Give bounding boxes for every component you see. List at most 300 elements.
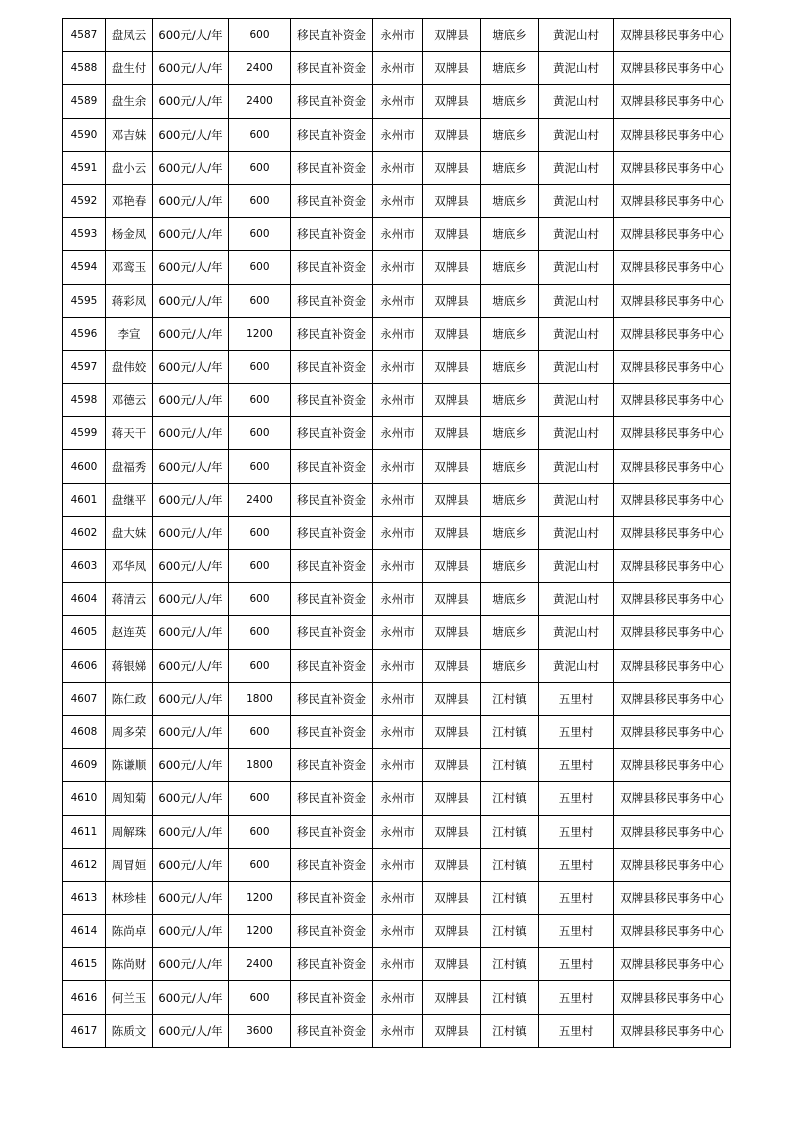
issuing-unit-cell: 双牌县移民事务中心	[614, 649, 731, 682]
table-row	[63, 52, 731, 85]
subsidy-standard-cell: 600元/人/年	[153, 450, 229, 483]
subsidy-amount-cell: 600	[229, 184, 291, 217]
subsidy-standard-cell: 600元/人/年	[153, 218, 229, 251]
recipient-name-cell: 蒋彩凤	[106, 284, 153, 317]
table-row	[63, 151, 731, 184]
county-cell: 双牌县	[423, 881, 481, 914]
fund-type-cell: 移民直补资金	[291, 184, 373, 217]
fund-type-cell: 移民直补资金	[291, 881, 373, 914]
row-number-cell: 4587	[63, 19, 106, 52]
table-row	[63, 616, 731, 649]
village-cell: 五里村	[539, 715, 614, 748]
city-cell: 永州市	[373, 483, 423, 516]
row-number-cell: 4609	[63, 749, 106, 782]
city-cell: 永州市	[373, 516, 423, 549]
fund-type-cell: 移民直补资金	[291, 782, 373, 815]
subsidy-table	[62, 18, 731, 1048]
issuing-unit-cell: 双牌县移民事务中心	[614, 749, 731, 782]
row-number-cell: 4605	[63, 616, 106, 649]
subsidy-amount-cell: 600	[229, 350, 291, 383]
fund-type-cell: 移民直补资金	[291, 483, 373, 516]
issuing-unit-cell: 双牌县移民事务中心	[614, 583, 731, 616]
town-cell: 塘底乡	[481, 151, 539, 184]
issuing-unit-cell: 双牌县移民事务中心	[614, 350, 731, 383]
city-cell: 永州市	[373, 85, 423, 118]
village-cell: 黄泥山村	[539, 384, 614, 417]
village-cell: 黄泥山村	[539, 284, 614, 317]
village-cell: 黄泥山村	[539, 616, 614, 649]
subsidy-standard-cell: 600元/人/年	[153, 85, 229, 118]
county-cell: 双牌县	[423, 184, 481, 217]
issuing-unit-cell: 双牌县移民事务中心	[614, 483, 731, 516]
town-cell: 江村镇	[481, 948, 539, 981]
village-cell: 黄泥山村	[539, 19, 614, 52]
county-cell: 双牌县	[423, 715, 481, 748]
village-cell: 五里村	[539, 815, 614, 848]
subsidy-amount-cell: 600	[229, 848, 291, 881]
town-cell: 塘底乡	[481, 184, 539, 217]
issuing-unit-cell: 双牌县移民事务中心	[614, 682, 731, 715]
subsidy-amount-cell: 600	[229, 516, 291, 549]
village-cell: 黄泥山村	[539, 118, 614, 151]
city-cell: 永州市	[373, 284, 423, 317]
town-cell: 塘底乡	[481, 483, 539, 516]
city-cell: 永州市	[373, 583, 423, 616]
table-row	[63, 118, 731, 151]
county-cell: 双牌县	[423, 749, 481, 782]
issuing-unit-cell: 双牌县移民事务中心	[614, 616, 731, 649]
city-cell: 永州市	[373, 317, 423, 350]
table-row	[63, 218, 731, 251]
subsidy-standard-cell: 600元/人/年	[153, 583, 229, 616]
village-cell: 五里村	[539, 881, 614, 914]
town-cell: 塘底乡	[481, 550, 539, 583]
county-cell: 双牌县	[423, 251, 481, 284]
county-cell: 双牌县	[423, 782, 481, 815]
village-cell: 黄泥山村	[539, 350, 614, 383]
town-cell: 塘底乡	[481, 417, 539, 450]
recipient-name-cell: 盘凤云	[106, 19, 153, 52]
recipient-name-cell: 陈仁政	[106, 682, 153, 715]
table-row	[63, 583, 731, 616]
subsidy-standard-cell: 600元/人/年	[153, 981, 229, 1014]
subsidy-standard-cell: 600元/人/年	[153, 251, 229, 284]
recipient-name-cell: 赵连英	[106, 616, 153, 649]
row-number-cell: 4608	[63, 715, 106, 748]
recipient-name-cell: 周知菊	[106, 782, 153, 815]
row-number-cell: 4615	[63, 948, 106, 981]
town-cell: 江村镇	[481, 815, 539, 848]
subsidy-amount-cell: 2400	[229, 52, 291, 85]
subsidy-standard-cell: 600元/人/年	[153, 682, 229, 715]
recipient-name-cell: 盘生付	[106, 52, 153, 85]
city-cell: 永州市	[373, 616, 423, 649]
village-cell: 五里村	[539, 848, 614, 881]
fund-type-cell: 移民直补资金	[291, 151, 373, 184]
town-cell: 塘底乡	[481, 450, 539, 483]
city-cell: 永州市	[373, 815, 423, 848]
row-number-cell: 4614	[63, 915, 106, 948]
table-row	[63, 782, 731, 815]
county-cell: 双牌县	[423, 317, 481, 350]
subsidy-standard-cell: 600元/人/年	[153, 616, 229, 649]
fund-type-cell: 移民直补资金	[291, 981, 373, 1014]
recipient-name-cell: 蒋清云	[106, 583, 153, 616]
town-cell: 江村镇	[481, 848, 539, 881]
row-number-cell: 4603	[63, 550, 106, 583]
issuing-unit-cell: 双牌县移民事务中心	[614, 848, 731, 881]
row-number-cell: 4598	[63, 384, 106, 417]
subsidy-standard-cell: 600元/人/年	[153, 915, 229, 948]
table-row	[63, 815, 731, 848]
subsidy-standard-cell: 600元/人/年	[153, 19, 229, 52]
town-cell: 塘底乡	[481, 350, 539, 383]
subsidy-standard-cell: 600元/人/年	[153, 384, 229, 417]
fund-type-cell: 移民直补资金	[291, 218, 373, 251]
county-cell: 双牌县	[423, 19, 481, 52]
subsidy-amount-cell: 2400	[229, 948, 291, 981]
subsidy-standard-cell: 600元/人/年	[153, 715, 229, 748]
city-cell: 永州市	[373, 649, 423, 682]
recipient-name-cell: 蒋银娣	[106, 649, 153, 682]
village-cell: 黄泥山村	[539, 184, 614, 217]
table-row	[63, 19, 731, 52]
village-cell: 五里村	[539, 915, 614, 948]
row-number-cell: 4592	[63, 184, 106, 217]
recipient-name-cell: 陈尚卓	[106, 915, 153, 948]
row-number-cell: 4597	[63, 350, 106, 383]
issuing-unit-cell: 双牌县移民事务中心	[614, 85, 731, 118]
fund-type-cell: 移民直补资金	[291, 715, 373, 748]
recipient-name-cell: 何兰玉	[106, 981, 153, 1014]
subsidy-amount-cell: 600	[229, 284, 291, 317]
town-cell: 塘底乡	[481, 251, 539, 284]
city-cell: 永州市	[373, 682, 423, 715]
issuing-unit-cell: 双牌县移民事务中心	[614, 417, 731, 450]
row-number-cell: 4616	[63, 981, 106, 1014]
recipient-name-cell: 盘生余	[106, 85, 153, 118]
subsidy-amount-cell: 600	[229, 550, 291, 583]
subsidy-standard-cell: 600元/人/年	[153, 118, 229, 151]
village-cell: 黄泥山村	[539, 550, 614, 583]
fund-type-cell: 移民直补资金	[291, 616, 373, 649]
issuing-unit-cell: 双牌县移民事务中心	[614, 815, 731, 848]
subsidy-standard-cell: 600元/人/年	[153, 417, 229, 450]
town-cell: 江村镇	[481, 749, 539, 782]
subsidy-amount-cell: 600	[229, 815, 291, 848]
recipient-name-cell: 邓吉妹	[106, 118, 153, 151]
city-cell: 永州市	[373, 715, 423, 748]
table-row	[63, 317, 731, 350]
subsidy-standard-cell: 600元/人/年	[153, 782, 229, 815]
subsidy-amount-cell: 600	[229, 583, 291, 616]
table-row	[63, 284, 731, 317]
town-cell: 塘底乡	[481, 19, 539, 52]
village-cell: 五里村	[539, 1014, 614, 1047]
subsidy-standard-cell: 600元/人/年	[153, 550, 229, 583]
issuing-unit-cell: 双牌县移民事务中心	[614, 151, 731, 184]
village-cell: 五里村	[539, 948, 614, 981]
county-cell: 双牌县	[423, 848, 481, 881]
city-cell: 永州市	[373, 450, 423, 483]
table-row	[63, 682, 731, 715]
table-row	[63, 417, 731, 450]
recipient-name-cell: 盘继平	[106, 483, 153, 516]
table-row	[63, 848, 731, 881]
issuing-unit-cell: 双牌县移民事务中心	[614, 881, 731, 914]
row-number-cell: 4601	[63, 483, 106, 516]
table-row	[63, 715, 731, 748]
county-cell: 双牌县	[423, 450, 481, 483]
subsidy-amount-cell: 1800	[229, 682, 291, 715]
city-cell: 永州市	[373, 981, 423, 1014]
town-cell: 塘底乡	[481, 649, 539, 682]
subsidy-amount-cell: 600	[229, 715, 291, 748]
row-number-cell: 4590	[63, 118, 106, 151]
subsidy-amount-cell: 600	[229, 649, 291, 682]
issuing-unit-cell: 双牌县移民事务中心	[614, 450, 731, 483]
town-cell: 塘底乡	[481, 118, 539, 151]
village-cell: 五里村	[539, 749, 614, 782]
table-row	[63, 749, 731, 782]
subsidy-amount-cell: 600	[229, 616, 291, 649]
recipient-name-cell: 盘福秀	[106, 450, 153, 483]
subsidy-standard-cell: 600元/人/年	[153, 649, 229, 682]
village-cell: 黄泥山村	[539, 583, 614, 616]
row-number-cell: 4589	[63, 85, 106, 118]
county-cell: 双牌县	[423, 151, 481, 184]
county-cell: 双牌县	[423, 417, 481, 450]
county-cell: 双牌县	[423, 516, 481, 549]
county-cell: 双牌县	[423, 284, 481, 317]
issuing-unit-cell: 双牌县移民事务中心	[614, 19, 731, 52]
recipient-name-cell: 林珍桂	[106, 881, 153, 914]
issuing-unit-cell: 双牌县移民事务中心	[614, 184, 731, 217]
city-cell: 永州市	[373, 948, 423, 981]
recipient-name-cell: 陈质文	[106, 1014, 153, 1047]
row-number-cell: 4596	[63, 317, 106, 350]
fund-type-cell: 移民直补资金	[291, 350, 373, 383]
subsidy-standard-cell: 600元/人/年	[153, 749, 229, 782]
table-row	[63, 649, 731, 682]
recipient-name-cell: 陈谦顺	[106, 749, 153, 782]
city-cell: 永州市	[373, 118, 423, 151]
city-cell: 永州市	[373, 749, 423, 782]
table-row	[63, 384, 731, 417]
city-cell: 永州市	[373, 782, 423, 815]
recipient-name-cell: 邓艳春	[106, 184, 153, 217]
subsidy-amount-cell: 600	[229, 118, 291, 151]
subsidy-amount-cell: 600	[229, 450, 291, 483]
subsidy-amount-cell: 3600	[229, 1014, 291, 1047]
table-row	[63, 251, 731, 284]
village-cell: 五里村	[539, 782, 614, 815]
subsidy-standard-cell: 600元/人/年	[153, 483, 229, 516]
town-cell: 江村镇	[481, 782, 539, 815]
subsidy-standard-cell: 600元/人/年	[153, 1014, 229, 1047]
city-cell: 永州市	[373, 251, 423, 284]
table-row	[63, 350, 731, 383]
subsidy-amount-cell: 2400	[229, 483, 291, 516]
subsidy-standard-cell: 600元/人/年	[153, 350, 229, 383]
row-number-cell: 4600	[63, 450, 106, 483]
row-number-cell: 4602	[63, 516, 106, 549]
recipient-name-cell: 陈尚财	[106, 948, 153, 981]
fund-type-cell: 移民直补资金	[291, 284, 373, 317]
fund-type-cell: 移民直补资金	[291, 1014, 373, 1047]
recipient-name-cell: 周多荣	[106, 715, 153, 748]
subsidy-amount-cell: 600	[229, 19, 291, 52]
town-cell: 江村镇	[481, 981, 539, 1014]
fund-type-cell: 移民直补资金	[291, 19, 373, 52]
city-cell: 永州市	[373, 848, 423, 881]
village-cell: 黄泥山村	[539, 151, 614, 184]
town-cell: 塘底乡	[481, 85, 539, 118]
issuing-unit-cell: 双牌县移民事务中心	[614, 1014, 731, 1047]
village-cell: 黄泥山村	[539, 417, 614, 450]
town-cell: 江村镇	[481, 915, 539, 948]
fund-type-cell: 移民直补资金	[291, 516, 373, 549]
county-cell: 双牌县	[423, 85, 481, 118]
row-number-cell: 4610	[63, 782, 106, 815]
recipient-name-cell: 邓鸾玉	[106, 251, 153, 284]
recipient-name-cell: 蒋天干	[106, 417, 153, 450]
issuing-unit-cell: 双牌县移民事务中心	[614, 981, 731, 1014]
city-cell: 永州市	[373, 1014, 423, 1047]
recipient-name-cell: 邓德云	[106, 384, 153, 417]
village-cell: 黄泥山村	[539, 218, 614, 251]
issuing-unit-cell: 双牌县移民事务中心	[614, 384, 731, 417]
city-cell: 永州市	[373, 417, 423, 450]
table-row	[63, 184, 731, 217]
city-cell: 永州市	[373, 218, 423, 251]
subsidy-amount-cell: 1800	[229, 749, 291, 782]
village-cell: 五里村	[539, 682, 614, 715]
row-number-cell: 4588	[63, 52, 106, 85]
subsidy-amount-cell: 1200	[229, 915, 291, 948]
table-row	[63, 550, 731, 583]
issuing-unit-cell: 双牌县移民事务中心	[614, 52, 731, 85]
issuing-unit-cell: 双牌县移民事务中心	[614, 550, 731, 583]
issuing-unit-cell: 双牌县移民事务中心	[614, 715, 731, 748]
county-cell: 双牌县	[423, 350, 481, 383]
table-row	[63, 915, 731, 948]
subsidy-amount-cell: 1200	[229, 317, 291, 350]
issuing-unit-cell: 双牌县移民事务中心	[614, 284, 731, 317]
subsidy-standard-cell: 600元/人/年	[153, 516, 229, 549]
fund-type-cell: 移民直补资金	[291, 52, 373, 85]
table-row	[63, 516, 731, 549]
town-cell: 江村镇	[481, 715, 539, 748]
county-cell: 双牌县	[423, 550, 481, 583]
town-cell: 塘底乡	[481, 616, 539, 649]
table-row	[63, 981, 731, 1014]
table-row	[63, 483, 731, 516]
town-cell: 江村镇	[481, 682, 539, 715]
city-cell: 永州市	[373, 151, 423, 184]
town-cell: 塘底乡	[481, 384, 539, 417]
subsidy-amount-cell: 600	[229, 151, 291, 184]
table-row	[63, 948, 731, 981]
city-cell: 永州市	[373, 881, 423, 914]
fund-type-cell: 移民直补资金	[291, 118, 373, 151]
county-cell: 双牌县	[423, 981, 481, 1014]
subsidy-standard-cell: 600元/人/年	[153, 881, 229, 914]
recipient-name-cell: 周冒姮	[106, 848, 153, 881]
subsidy-amount-cell: 600	[229, 251, 291, 284]
village-cell: 黄泥山村	[539, 649, 614, 682]
town-cell: 塘底乡	[481, 218, 539, 251]
row-number-cell: 4607	[63, 682, 106, 715]
issuing-unit-cell: 双牌县移民事务中心	[614, 516, 731, 549]
town-cell: 塘底乡	[481, 317, 539, 350]
village-cell: 黄泥山村	[539, 317, 614, 350]
recipient-name-cell: 周解珠	[106, 815, 153, 848]
city-cell: 永州市	[373, 550, 423, 583]
row-number-cell: 4593	[63, 218, 106, 251]
county-cell: 双牌县	[423, 948, 481, 981]
fund-type-cell: 移民直补资金	[291, 550, 373, 583]
row-number-cell: 4594	[63, 251, 106, 284]
county-cell: 双牌县	[423, 118, 481, 151]
fund-type-cell: 移民直补资金	[291, 85, 373, 118]
recipient-name-cell: 邓华凤	[106, 550, 153, 583]
county-cell: 双牌县	[423, 483, 481, 516]
subsidy-standard-cell: 600元/人/年	[153, 317, 229, 350]
fund-type-cell: 移民直补资金	[291, 450, 373, 483]
village-cell: 黄泥山村	[539, 450, 614, 483]
subsidy-standard-cell: 600元/人/年	[153, 848, 229, 881]
town-cell: 塘底乡	[481, 516, 539, 549]
village-cell: 黄泥山村	[539, 85, 614, 118]
issuing-unit-cell: 双牌县移民事务中心	[614, 218, 731, 251]
fund-type-cell: 移民直补资金	[291, 649, 373, 682]
issuing-unit-cell: 双牌县移民事务中心	[614, 317, 731, 350]
subsidy-amount-cell: 600	[229, 981, 291, 1014]
fund-type-cell: 移民直补资金	[291, 915, 373, 948]
county-cell: 双牌县	[423, 915, 481, 948]
row-number-cell: 4612	[63, 848, 106, 881]
fund-type-cell: 移民直补资金	[291, 682, 373, 715]
table-row	[63, 1014, 731, 1047]
recipient-name-cell: 杨金凤	[106, 218, 153, 251]
fund-type-cell: 移民直补资金	[291, 749, 373, 782]
issuing-unit-cell: 双牌县移民事务中心	[614, 251, 731, 284]
subsidy-amount-cell: 600	[229, 384, 291, 417]
city-cell: 永州市	[373, 915, 423, 948]
city-cell: 永州市	[373, 184, 423, 217]
subsidy-standard-cell: 600元/人/年	[153, 284, 229, 317]
county-cell: 双牌县	[423, 384, 481, 417]
town-cell: 江村镇	[481, 1014, 539, 1047]
table-body	[63, 19, 731, 1048]
subsidy-amount-cell: 600	[229, 417, 291, 450]
recipient-name-cell: 盘大妹	[106, 516, 153, 549]
county-cell: 双牌县	[423, 218, 481, 251]
row-number-cell: 4606	[63, 649, 106, 682]
village-cell: 黄泥山村	[539, 251, 614, 284]
village-cell: 五里村	[539, 981, 614, 1014]
fund-type-cell: 移民直补资金	[291, 417, 373, 450]
issuing-unit-cell: 双牌县移民事务中心	[614, 915, 731, 948]
row-number-cell: 4617	[63, 1014, 106, 1047]
issuing-unit-cell: 双牌县移民事务中心	[614, 118, 731, 151]
row-number-cell: 4599	[63, 417, 106, 450]
subsidy-standard-cell: 600元/人/年	[153, 52, 229, 85]
town-cell: 江村镇	[481, 881, 539, 914]
town-cell: 塘底乡	[481, 284, 539, 317]
row-number-cell: 4604	[63, 583, 106, 616]
